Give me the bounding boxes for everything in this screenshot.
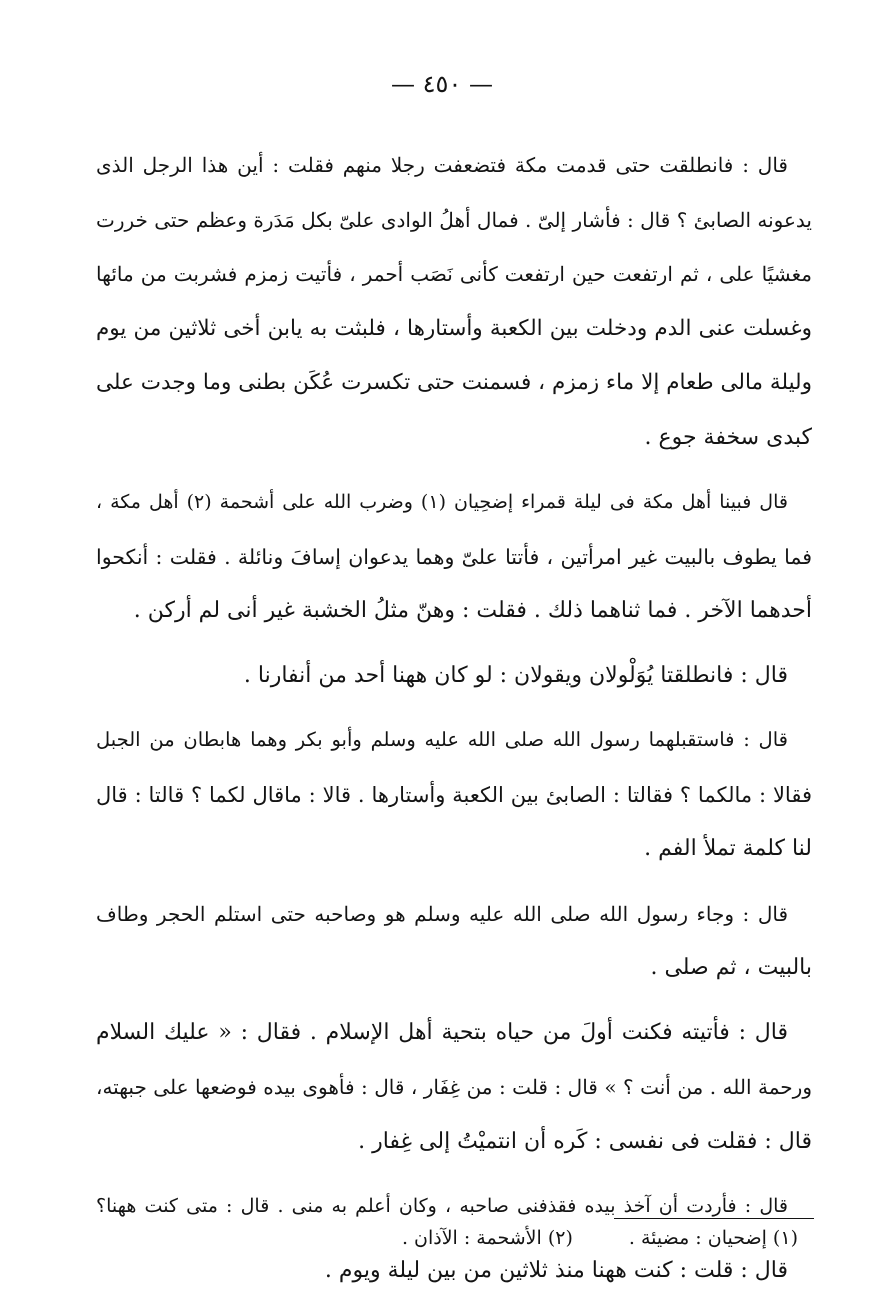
text-line: قال : وجاء رسول الله صلى الله عليه وسلم هو وصاحبه حتى استلم الحجر وطاف [96,901,788,926]
page-number: — ٤٥٠ — [391,70,493,98]
paragraph [96,475,812,639]
text-line: قال : فانطلقتا يُوَلْولان ويقولان : لو كان ههنا أحد من أنفارنا . [243,662,788,688]
body-text [96,138,812,1308]
text-line: قال : قلت : كنت ههنا منذ ثلاثين من بين ليلة ويوم . [324,1257,788,1283]
text-line: أحدهما الآخر . فما ثناهما ذلك . فقلت : وهنّ مثلُ الخشبة غير أنى لم أركن . [133,598,812,623]
text-line: كبدى سخفة جوع . [644,424,812,450]
text-line: بالبيت ، ثم صلى . [650,955,812,980]
footnote-divider [614,1218,814,1219]
paragraph [96,1006,812,1170]
text-line: قال : فأتيته فكنت أولَ من حياه بتحية أهل الإسلام . فقال : « عليك السلام [96,1019,788,1045]
text-line: قال : فاستقبلهما رسول الله صلى الله عليه وسلم وأبو بكر وهما هابطان من الجبل [96,728,788,751]
text-line: قال : فأردت أن آخذ بيده فقذفنى صاحبه ، وكان أعلم به منى . قال : متى كنت ههنا؟ [96,1195,788,1217]
paragraph [96,887,812,996]
text-line: قال : فانطلقت حتى قدمت مكة فتضعفت رجلا منهم فقلت : أين هذا الرجل الذى [96,153,788,177]
paragraph [96,649,812,704]
text-line: ورحمة الله . من أنت ؟ » قال : قلت : من غِفَار ، قال : فأهوى بيده فوضعها على جبهته، [96,1075,812,1099]
text-line: لنا كلمة تملأ الفم . [644,836,812,861]
paragraph [96,138,812,465]
text-line: وغسلت عنى الدم ودخلت بين الكعبة وأستارها ، فلبثت به يابن أخى ثلاثين من يوم [96,315,812,341]
text-line: فما يطوف بالبيت غير امرأتين ، فأتتا علىّ وهما يدعوان إسافَ ونائلة . فقلت : أنكحوا [96,544,812,569]
text-line: مغشيًا على ، ثم ارتفعت حين ارتفعت كأنى نَصَب أحمر ، فأتيت زمزم فشربت من مائها [96,262,812,286]
text-line: وليلة مالى طعام إلا ماء زمزم ، فسمنت حتى تكسرت عُكَن بطنى وما وجدت على [96,370,812,395]
paragraph [96,713,812,877]
footnote-1: (١) إضحيان : مضيئة . [628,1227,798,1249]
footnote-2: (٢) الأشحمة : الآذان . [401,1227,573,1249]
footnotes [148,1223,798,1253]
text-line: يدعونه الصابئ ؟ قال : فأشار إلىّ . فمال أهلُ الوادى علىّ بكل مَدَرة وعظم حتى خررت [96,207,812,232]
text-line: قال فبينا أهل مكة فى ليلة قمراء إضحِيان (١) وضرب الله على أشحمة (٢) أهل مكة ، [96,491,788,513]
text-line: فقالا : مالكما ؟ فقالتا : الصابئ بين الكعبة وأستارها . قالا : ماقال لكما ؟ قالتا : قال [96,782,812,807]
text-line: قال : فقلت فى نفسى : كَره أن انتميْتُ إلى غِفار . [358,1128,812,1154]
